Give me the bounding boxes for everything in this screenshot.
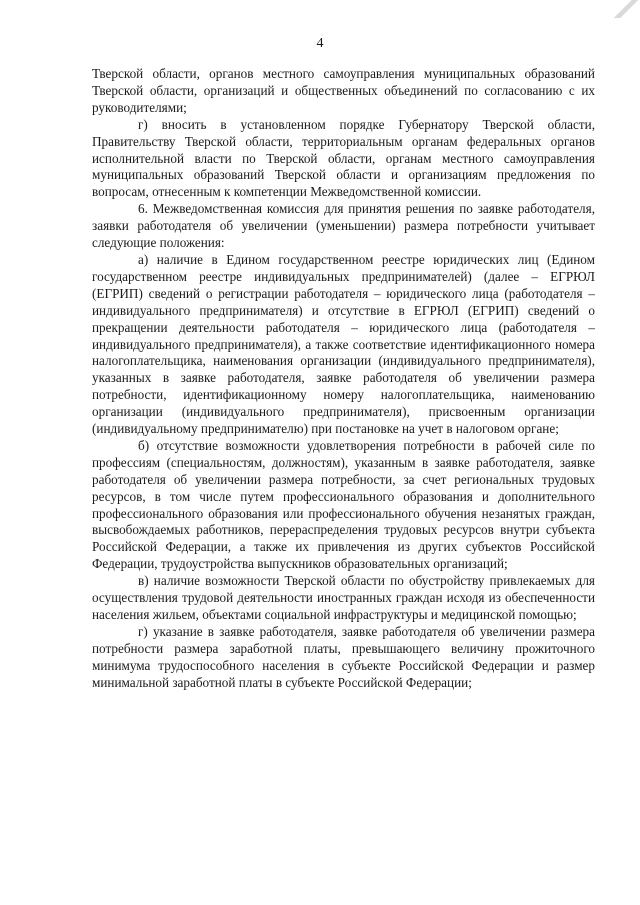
- scan-corner-mark: [614, 0, 640, 18]
- paragraph-continuation: Тверской области, органов местного самоуправления муниципальных образований Тверской области, организаций и общественных объединений по согласованию с их руководителями;: [92, 66, 595, 115]
- document-body: [92, 66, 595, 692]
- paragraph-item-b: б) отсутствие возможности удовлетворения потребности в рабочей силе по профессиям (специальностям, должностям), указанным в заявке работодателя, заявке работодателя об увеличении размера потребности, за счет региональных трудовых ресурсов, в том числе путем профессионального образования и дополнительного профессионального образования или профессионального обучения незанятых граждан, высвобождаемых работников, перераспределения трудовых ресурсов внутри субъекта Российской Федерации, а также их привлечения из других субъектов Российской Федерации, трудоустройства выпускников образовательных организаций;: [92, 437, 595, 572]
- paragraph-item-g-propose: г) вносить в установленном порядке Губернатору Тверской области, Правительству Тверской области, территориальным органам федеральных органов исполнительной власти по Тверской области, органам местного самоуправления муниципальных образований Тверской области и организациям предложения по вопросам, отнесенным к компетенции Межведомственной комиссии.: [92, 116, 595, 200]
- paragraph-item-g-salary: г) указание в заявке работодателя, заявке работодателя об увеличении размера потребности размера заработной платы, превышающего величину прожиточного минимума трудоспособного населения в субъекте Российской Федерации и размер минимальной заработной платы в субъекте Российской Федерации;: [92, 623, 595, 690]
- paragraph-item-a: а) наличие в Едином государственном реестре юридических лиц (Едином государственном реестре индивидуальных предпринимателей) (далее – ЕГРЮЛ (ЕГРИП) сведений о регистрации работодателя – юридического лица (работодателя – индивидуального предпринимателя) и отсутствие в ЕГРЮЛ (ЕГРИП) сведений о прекращении деятельности работодателя – юридического лица (работодателя – индивидуального предпринимателя), а также соответствие идентификационного номера налогоплательщика, наименования организации (индивидуального предпринимателя), указанных в заявке работодателя, заявке работодателя об увеличении размера потребности, идентификационному номеру налогоплательщика, наименованию организации (индивидуального предпринимателя), присвоенным организации (индивидуальному предпринимателю) при постановке на учет в налоговом органе;: [92, 251, 595, 437]
- page-number: 4: [316, 36, 324, 51]
- paragraph-item-v: в) наличие возможности Тверской области по обустройству привлекаемых для осуществления трудовой деятельности иностранных граждан исходя из обеспеченности населения жильем, объектами социальной инфраструктуры и медицинской помощью;: [92, 573, 595, 622]
- paragraph-section-6: 6. Межведомственная комиссия для принятия решения по заявке работодателя, заявки работодателя об увеличении (уменьшении) размера потребности учитывает следующие положения:: [92, 201, 595, 251]
